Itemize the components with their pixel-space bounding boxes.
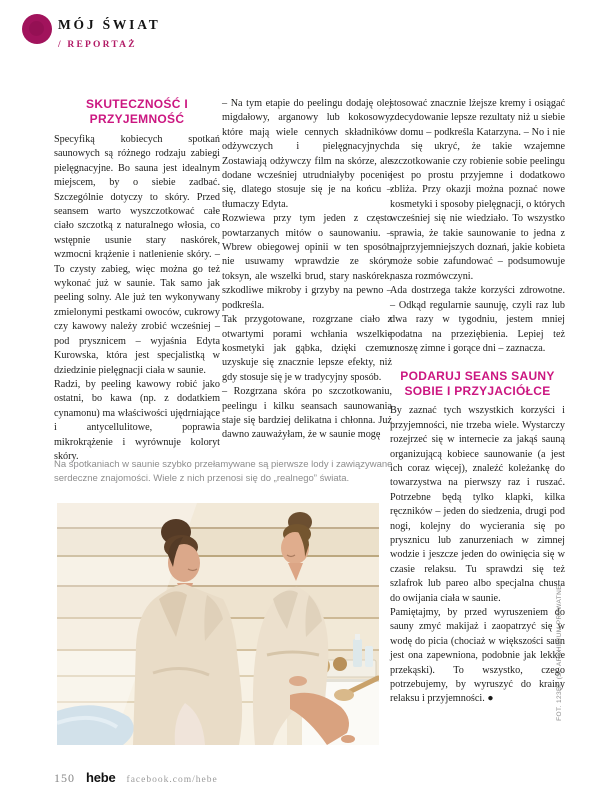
facebook-link: facebook.com/hebe (126, 775, 218, 785)
sauna-photo (57, 503, 379, 745)
sauna-photo-illustration (57, 503, 379, 745)
column3-heading: PODARUJ SEANS SAUNY SOBIE I PRZYJACIÓŁCE (400, 369, 555, 399)
brand-circle-icon (22, 14, 52, 44)
body-paragraph: Radzi, by peeling kawowy robić jako ostatni, bo kawa (np. z dodatkiem cynamonu) ma właściwości ujędrniające i antycellulitowe, poprawia mikrokrążenie i wyrównuje koloryt skóry. (54, 378, 220, 462)
section-title: MÓJ ŚWIAT (58, 17, 161, 32)
body-paragraph: Tak przygotowane, rozgrzane ciało z otwartymi porami wchłania wszelkie kosmetyki jak gąbka, dzięki czemu uzyskuje się znacznie lepsze efekty, niż gdy stosuje się je w tradycyjny sposób. (222, 314, 392, 383)
body-paragraph: Ada dostrzega także korzyści zdrowotne. – Odkąd regularnie saunuję, czyli raz lub dwa razy w tygodniu, jestem mniej podatna na przeziębienia. Lepiej też znoszę zimne i gorące dni – zaznacza. (390, 285, 565, 354)
column-3 (390, 97, 565, 707)
body-paragraph: By zaznać tych wszystkich korzyści i przyjemności, nie trzeba wiele. Wystarczy rozejrzeć się w internecie za jakąś sauną organizującą kobiece saunowanie (a jest ich coraz więcej), znaleźć koleżankę do towarzystwa na pierwszy raz i ruszać. Potrzebne będą tylko klapki, kilka ręczników – jeden do siedzenia, drugi pod nogi, kolejny do wycierania się po prysznicu lub zanurzeniach w zimnej wodzie i jeszcze jeden do owinięcia się w czasie relaksu. Tu sprawdzi się też szlafrok lub pareo albo specjalna chusta do owijania ciała w saunie. (390, 405, 565, 604)
section-subtitle: / REPORTAŻ (58, 40, 137, 50)
brand-circle-inner-mark (29, 21, 44, 36)
page-number: 150 (54, 771, 75, 785)
column-2 (222, 97, 392, 443)
body-paragraph: Rozwiewa przy tym jeden z często powtarzanych mitów o saunowaniu. – Wbrew obiegowej opinii w ten sposób nie usuwamy wprawdzie ze skóry toksyn, ale wszelki brud, stary naskórek, szkodliwe mikroby i grzyby na pewno – podkreśla. (222, 213, 392, 311)
body-paragraph: – Na tym etapie do peelingu dodaję olej migdałowy, arganowy lub kokosowy, które mają wiele cennych składników odżywczych i pielęgnacyjnych. Zostawiają odżywczy film na skórze, ale dodane wcześniej utrudniałyby pocenie się, dlatego stosuje się je na końcu – tłumaczy Edyta. (222, 98, 392, 210)
page-footer (54, 770, 218, 786)
body-paragraph: – Rozgrzana skóra po szczotkowaniu, peelingu i kilku seansach saunowania staje się bardziej delikatna i chłonna. Już dawno zauważyłam, że w saunie mogę (222, 386, 392, 441)
body-paragraph: Pamiętajmy, by przed wyruszeniem do sauny zmyć makijaż i zaopatrzyć się w wodę do picia (chociaż w większości saun jest ona zapewniona, podobnie jak lekkie przekąski). To wszystko, czego potrzebujemy, by wyruszyć do krainy relaksu i przyjemności. ● (390, 607, 565, 705)
column1-heading: SKUTECZNOŚĆ I PRZYJEMNOŚĆ (86, 97, 188, 126)
brand-logo: hebe (86, 770, 116, 785)
photo-credit: FOT. 123RF (3), ARCHIWUM PRYWATNE (556, 585, 563, 721)
photo-caption: Na spotkaniach w saunie szybko przełamywane są pierwsze lody i zawiązywane serdeczne znajomości. Wiele z nich przenosi się do „realnego” świata. (54, 459, 393, 484)
body-paragraph: Specyfiką kobiecych spotkań saunowych są różnego rodzaju zabiegi pielęgnacyjne. Bo sauna jest idealnym miejscem, by o siebie zadbać. Szczególnie dotyczy to skóry. Przed seansem warto wyszczotkować całe ciało szczotką z naturalnego włosia, co wstępnie usunie stary naskórek, wzmocni krążenie i natlenienie skóry. – To czysty zabieg, więc można go też wykonać już w saunie. Tak samo jak peeling solny. Ale już ten wykonywany zmielonymi pestkami owoców, cukrowy czy kawowy należy zrobić wcześniej – pod prysznicem – wyjaśnia Edyta Kurowska, która jest specjalistką w dziedzinie pielęgnacji ciała w saunie. (54, 134, 220, 376)
body-paragraph: stosować znacznie lżejsze kremy i osiągać zdecydowanie lepsze rezultaty niż u siebie w domu – podkreśla Katarzyna. – No i nie da się ukryć, że takie wzajemne szczotkowanie czy robienie sobie peelingu jest po prostu przyjemne i dodatkowo zbliża. Przy okazji można poznać nowe kosmetyki i sposoby pielęgnacji, o których wcześniej się nie wiedziało. To wszystko sprawia, że takie saunowanie to jedna z najprzyjemniejszych doznań, jakie kobieta może sobie zafundować – podsumowuje nasza rozmówczyni. (390, 98, 565, 282)
column-1 (54, 97, 220, 464)
